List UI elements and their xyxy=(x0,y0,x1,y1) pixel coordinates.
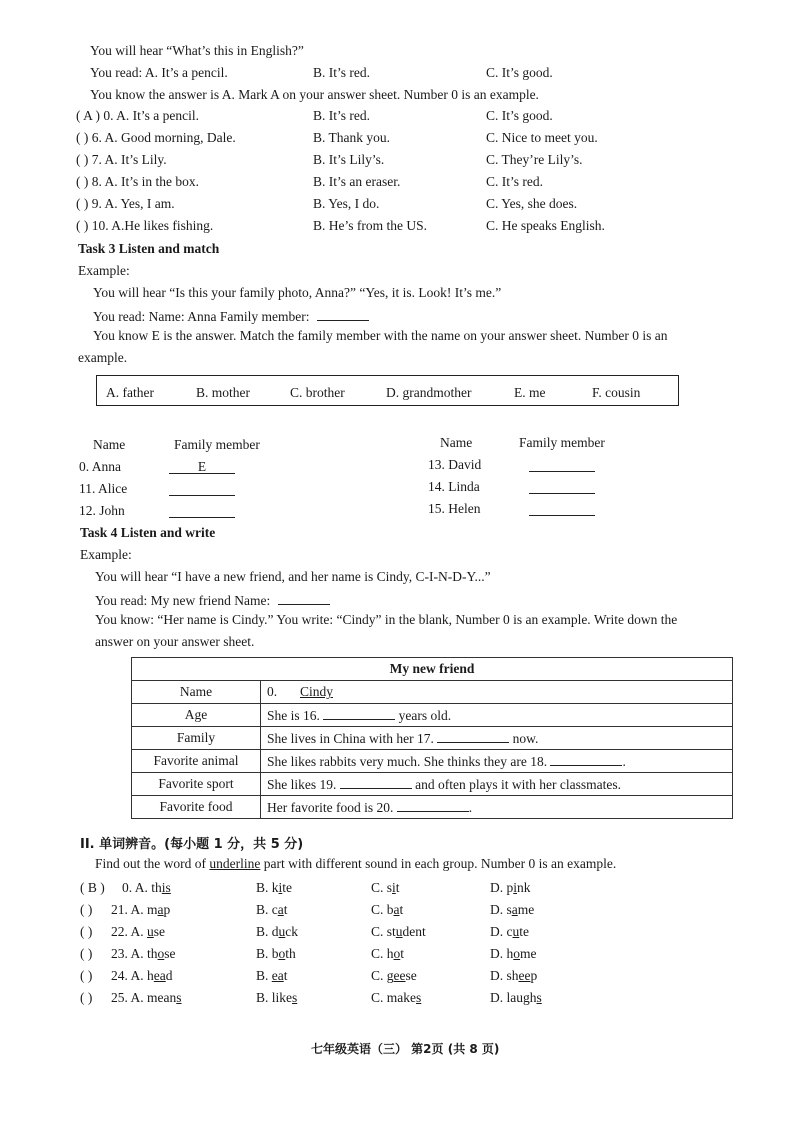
underlined-part: o xyxy=(513,946,520,961)
answer-paren: ( ) xyxy=(80,968,93,983)
phonics-option-a: 25. A. means xyxy=(111,990,182,1005)
row-label: Name xyxy=(132,681,261,704)
question-row: ( ) 9. A. Yes, I am. xyxy=(76,196,175,211)
option-b: B. It’s an eraser. xyxy=(313,174,401,189)
underlined-part: i xyxy=(278,880,283,895)
page-footer: 七年级英语（三） 第2页 (共 8 页) xyxy=(311,1042,500,1056)
task3-know-line1: You know E is the answer. Match the family member with the name on your answer sheet. Number 0 is an xyxy=(93,328,668,343)
word-bank-option: D. grandmother xyxy=(386,385,472,400)
section2-title: II. 单词辨音。(每小题 1 分，共 5 分) xyxy=(80,837,304,852)
underlined-part: u xyxy=(147,924,154,939)
phonics-option-c: C. geese xyxy=(371,968,417,983)
row-pre: Her favorite food is 20. xyxy=(267,799,394,815)
question-number: 23. A. xyxy=(111,946,148,961)
match-col-member: Family member xyxy=(519,435,605,450)
phonics-option-c: C. student xyxy=(371,924,426,939)
task3-hear: You will hear “Is this your family photo, Anna?” “Yes, it is. Look! It’s me.” xyxy=(93,285,502,300)
match-name: 12. John xyxy=(79,503,125,518)
answer-blank xyxy=(278,591,330,605)
row-content xyxy=(261,727,733,750)
example-read-c: C. It’s good. xyxy=(486,65,553,80)
task3-example-label: Example: xyxy=(78,263,130,278)
option-c: C. Nice to meet you. xyxy=(486,130,598,145)
row-post: years old. xyxy=(398,707,452,723)
task4-read-text: You read: My new friend Name: xyxy=(95,593,271,608)
match-col-name: Name xyxy=(93,437,126,452)
question-row: ( ) 7. A. It’s Lily. xyxy=(76,152,167,167)
match-blank xyxy=(529,457,595,472)
underlined-part: s xyxy=(536,990,542,1005)
word-bank-option: B. mother xyxy=(196,385,250,400)
table-row xyxy=(132,681,733,704)
example-know: You know the answer is A. Mark A on your answer sheet. Number 0 is an example. xyxy=(90,87,539,102)
underlined-part: ee xyxy=(393,968,406,983)
answer-paren: ( ) xyxy=(80,946,93,961)
option-c: C. Yes, she does. xyxy=(486,196,578,211)
match-blank xyxy=(169,481,235,496)
row-label: Age xyxy=(132,704,261,727)
underlined-part: a xyxy=(511,902,518,917)
row-pre: She is 16. xyxy=(267,707,320,723)
option-c: C. It’s red. xyxy=(486,174,543,189)
underlined-part: is xyxy=(161,880,171,895)
question-row: ( ) 10. A.He likes fishing. xyxy=(76,218,214,233)
phonics-option-a: 22. A. use xyxy=(111,924,166,939)
row-content xyxy=(261,773,733,796)
question-number: 0. A. xyxy=(122,880,152,895)
question-number: 24. A. xyxy=(111,968,148,983)
row-blank xyxy=(550,753,622,766)
phonics-option-a: 23. A. those xyxy=(111,946,176,961)
underlined-part: a xyxy=(393,902,400,917)
answer-paren: ( B ) xyxy=(80,880,105,895)
option-b: B. Thank you. xyxy=(313,130,390,145)
option-c: C. They’re Lily’s. xyxy=(486,152,583,167)
underlined-part: s xyxy=(416,990,422,1005)
underlined-part: s xyxy=(176,990,182,1005)
underlined-part: ea xyxy=(153,968,166,983)
table-row xyxy=(132,796,733,819)
question-row: ( ) 8. A. It’s in the box. xyxy=(76,174,199,189)
example-read-b: B. It’s red. xyxy=(313,65,370,80)
question-number: 25. A. xyxy=(111,990,148,1005)
option-c: C. He speaks English. xyxy=(486,218,605,233)
phonics-option-b: B. eat xyxy=(256,968,288,983)
row-pre: 0. xyxy=(267,684,281,699)
underlined-part: u xyxy=(278,924,286,939)
match-name: 14. Linda xyxy=(428,479,480,494)
instruction-text: Find out the word of xyxy=(95,856,210,871)
phonics-option-d: D. pink xyxy=(490,880,531,895)
underlined-part: a xyxy=(157,902,164,917)
word-bank-option: F. cousin xyxy=(592,385,641,400)
example-hear: You will hear “What’s this in English?” xyxy=(90,43,304,58)
match-name: 0. Anna xyxy=(79,459,121,474)
underlined-part: u xyxy=(512,924,520,939)
question-number: 22. A. xyxy=(111,924,148,939)
phonics-option-b: B. cat xyxy=(256,902,288,917)
phonics-option-b: B. likes xyxy=(256,990,298,1005)
task4-read xyxy=(95,591,330,609)
answer-paren: ( ) xyxy=(80,902,93,917)
task4-know-line2: answer on your answer sheet. xyxy=(95,634,255,649)
phonics-option-a: 21. A. map xyxy=(111,902,171,917)
match-blank xyxy=(529,501,595,516)
answer-paren: ( ) xyxy=(80,990,93,1005)
phonics-option-b: B. kite xyxy=(256,880,293,895)
phonics-option-c: C. bat xyxy=(371,902,404,917)
table-title: My new friend xyxy=(132,658,733,681)
phonics-option-c: C. makes xyxy=(371,990,422,1005)
row-post: . xyxy=(622,753,626,769)
row-content xyxy=(261,750,733,773)
row-label: Favorite sport xyxy=(132,773,261,796)
row-pre: She lives in China with her 17. xyxy=(267,730,434,746)
table-row xyxy=(132,750,733,773)
underlined-part: u xyxy=(395,924,403,939)
task4-title: Task 4 Listen and write xyxy=(80,525,216,540)
row-pre: She likes rabbits very much. She thinks they are 18. xyxy=(267,753,548,769)
friend-table xyxy=(131,657,733,819)
instruction-underline: underline xyxy=(209,856,261,871)
task4-know-line1: You know: “Her name is Cindy.” You write: “Cindy” in the blank, Number 0 is an example. Write down the xyxy=(95,612,678,627)
phonics-option-a: 0. A. this xyxy=(122,880,171,895)
word-bank-option: E. me xyxy=(514,385,546,400)
underlined-part: o xyxy=(157,946,165,961)
match-answer: E xyxy=(169,459,235,474)
example-read: You read: A. It’s a pencil. xyxy=(90,65,228,80)
phonics-option-d: D. sheep xyxy=(490,968,538,983)
underlined-part: s xyxy=(292,990,298,1005)
match-name: 13. David xyxy=(428,457,482,472)
task3-read xyxy=(93,307,369,325)
row-pre: She likes 19. xyxy=(267,776,337,792)
question-row: ( A ) 0. A. It’s a pencil. xyxy=(76,108,199,123)
underlined-part: i xyxy=(513,880,518,895)
phonics-option-b: B. duck xyxy=(256,924,299,939)
answer-blank xyxy=(317,307,369,321)
option-b: B. Yes, I do. xyxy=(313,196,380,211)
row-blank xyxy=(323,707,395,720)
question-number: 21. A. xyxy=(111,902,148,917)
row-post: . xyxy=(468,799,473,815)
table-row xyxy=(132,727,733,750)
section2-instruction xyxy=(95,856,616,872)
match-name: 11. Alice xyxy=(79,481,128,496)
table-row xyxy=(132,773,733,796)
row-label: Favorite animal xyxy=(132,750,261,773)
match-name: 15. Helen xyxy=(428,501,481,516)
row-fill: Cindy xyxy=(299,684,333,699)
word-bank-option: A. father xyxy=(106,385,154,400)
underlined-part: o xyxy=(278,946,286,961)
option-b: B. He’s from the US. xyxy=(313,218,427,233)
phonics-option-d: D. same xyxy=(490,902,535,917)
task4-hear: You will hear “I have a new friend, and her name is Cindy, C-I-N-D-Y...” xyxy=(95,569,491,584)
row-blank xyxy=(340,776,412,789)
option-b: B. It’s red. xyxy=(313,108,370,123)
row-blank xyxy=(397,799,469,812)
underlined-part: i xyxy=(392,880,396,895)
underlined-part: a xyxy=(277,902,284,917)
underlined-part: o xyxy=(393,946,401,961)
option-b: B. It’s Lily’s. xyxy=(313,152,385,167)
phonics-option-d: D. cute xyxy=(490,924,529,939)
phonics-option-d: D. laughs xyxy=(490,990,542,1005)
phonics-option-d: D. home xyxy=(490,946,537,961)
phonics-option-b: B. both xyxy=(256,946,296,961)
row-content xyxy=(261,796,733,819)
word-bank-option: C. brother xyxy=(290,385,345,400)
phonics-option-c: C. sit xyxy=(371,880,400,895)
instruction-text: part with different sound in each group. Number 0 is an example. xyxy=(260,856,617,871)
phonics-option-c: C. hot xyxy=(371,946,405,961)
answer-paren: ( ) xyxy=(80,924,93,939)
match-col-member: Family member xyxy=(174,437,260,452)
task4-example-label: Example: xyxy=(80,547,132,562)
row-content xyxy=(261,704,733,727)
row-label: Favorite food xyxy=(132,796,261,819)
row-post: and often plays it with her classmates. xyxy=(415,776,621,792)
row-post: now. xyxy=(512,730,539,746)
option-c: C. It’s good. xyxy=(486,108,553,123)
task3-read-text: You read: Name: Anna Family member: xyxy=(93,309,310,324)
task3-title: Task 3 Listen and match xyxy=(78,241,220,256)
row-blank xyxy=(437,730,509,743)
table-row xyxy=(132,704,733,727)
question-row: ( ) 6. A. Good morning, Dale. xyxy=(76,130,236,145)
match-col-name: Name xyxy=(440,435,473,450)
underlined-part: ee xyxy=(518,968,531,983)
match-blank xyxy=(529,479,595,494)
phonics-option-a: 24. A. head xyxy=(111,968,173,983)
match-blank xyxy=(169,503,235,518)
task3-know-line2: example. xyxy=(78,350,128,365)
row-label: Family xyxy=(132,727,261,750)
underlined-part: ea xyxy=(271,968,284,983)
row-content xyxy=(261,681,733,704)
